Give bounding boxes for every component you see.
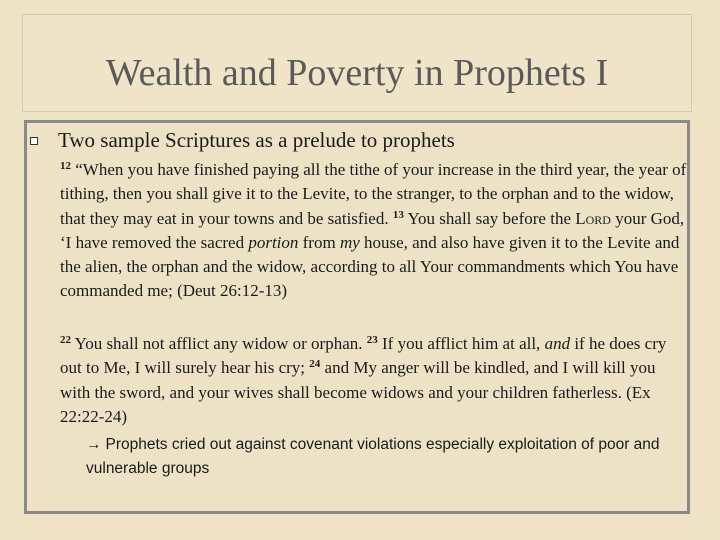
verse-text: If you afflict him at all,: [377, 334, 545, 353]
italic-word: and: [544, 334, 571, 353]
italic-word: portion: [248, 232, 299, 252]
verse-text: house, and also have given it to the Levite and the alien, the orphan and the widow, according to all Your commandments which You have commanded me; (Deut 26:12-13): [60, 232, 680, 301]
verse-text: your God, ‘I have removed the sacred: [60, 208, 685, 252]
exodus-passage: [60, 332, 688, 429]
italic-word: my: [339, 232, 360, 252]
summary-text: Prophets cried out against covenant violations especially exploitation of poor and vulnerable groups: [86, 436, 660, 477]
verse-text: from: [298, 232, 340, 252]
verse-number: 12: [60, 160, 71, 172]
verse-text: if he does cry out to Me, I will surely hear his cry;: [60, 334, 667, 378]
verse-text: “When you have finished paying all the tithe of your increase in the third year, the year of tithing, then you shall give it to the Levite, to the stranger, to the orphan and to the widow, that they may eat in your towns and be satisfied.: [60, 160, 687, 228]
summary-note: [86, 433, 676, 481]
slide-title: Wealth and Poverty in Prophets I: [105, 52, 609, 94]
lord-smallcaps: Lord: [575, 208, 611, 228]
verse-number: 22: [60, 334, 71, 346]
verse-text: You shall say before the: [403, 208, 576, 228]
verse-number: 24: [309, 358, 321, 371]
verse-number: 13: [392, 208, 404, 221]
square-bullet-icon: [30, 137, 38, 145]
verse-text: and My anger will be kindled, and I will kill you with the sword, and your wives shall become widows and your children fatherless. (Ex 22:22-24): [60, 358, 656, 426]
verse-text: You shall not afflict any widow or orphan.: [71, 334, 367, 353]
verse-number: 23: [366, 334, 378, 346]
title-box: [22, 14, 692, 112]
deuteronomy-passage: [60, 158, 688, 304]
arrow-right-icon: →: [86, 436, 102, 453]
lead-bullet: Two sample Scriptures as a prelude to prophets: [58, 128, 455, 152]
